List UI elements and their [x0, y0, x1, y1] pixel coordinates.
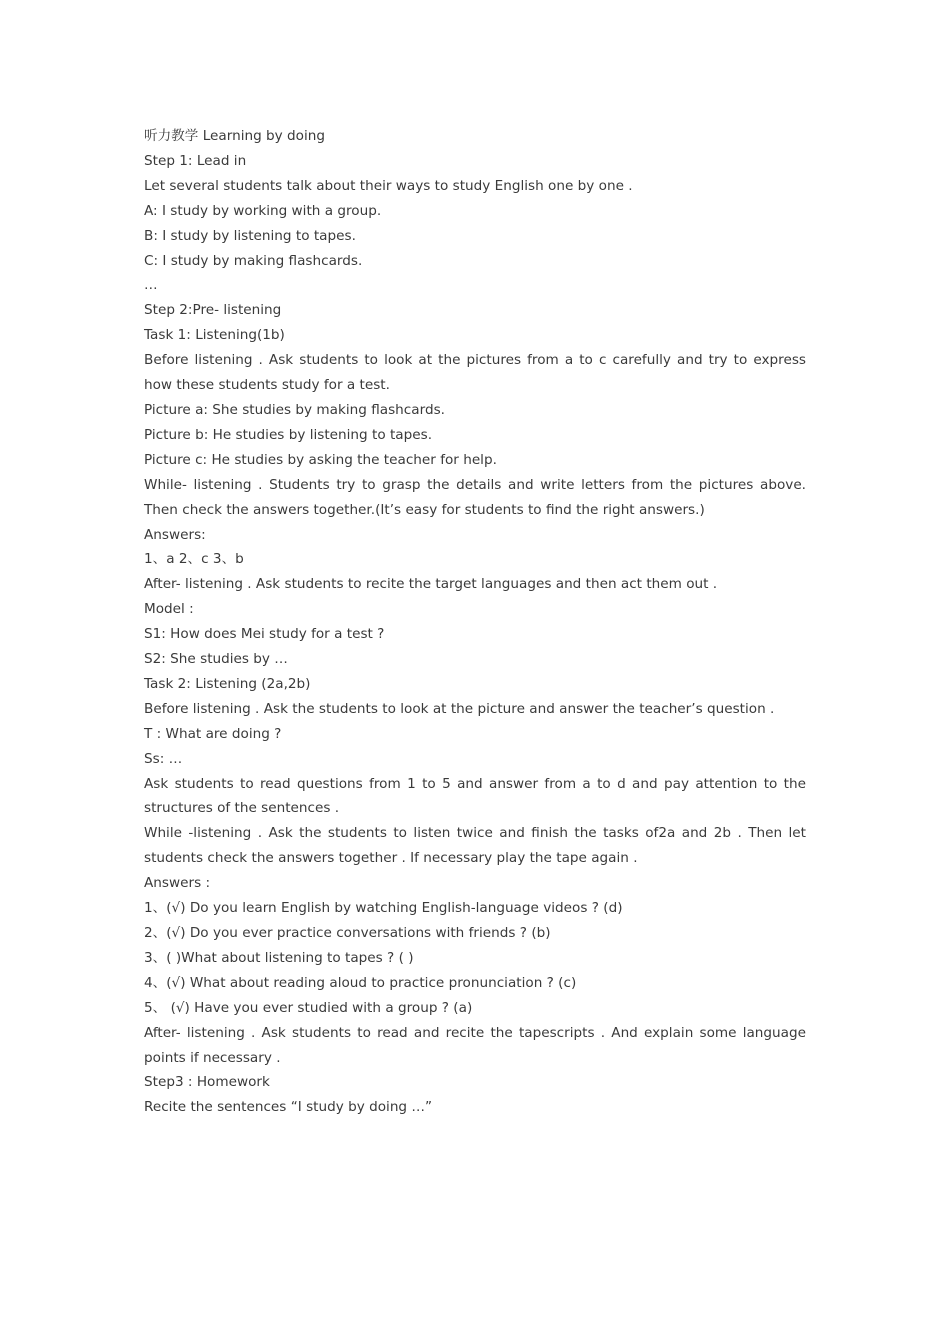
task1-picture-a: Picture a: She studies by making flashcards. [144, 401, 445, 418]
task2-teacher-question: T : What are doing ? [144, 725, 282, 742]
task1-answers-label: Answers: [144, 526, 206, 543]
step1-heading: Step 1: Lead in [144, 152, 247, 169]
task2-before-listening: Before listening . Ask the students to look at the picture and answer the teacher’s question . [144, 700, 775, 717]
task2-while-listening: While -listening . Ask the students to listen twice and finish the tasks of2a and 2b . Then let students check the answers together . If necessary play the tape again . [144, 825, 806, 867]
step1-ellipsis: … [144, 277, 158, 294]
step1-intro: Let several students talk about their ways to study English one by one . [144, 177, 633, 194]
task2-read-questions: Ask students to read questions from 1 to 5 and answer from a to d and pay attention to the structures of the sentences . [144, 775, 806, 817]
document-body [144, 124, 806, 1120]
step3-homework: Recite the sentences “I study by doing …” [144, 1099, 433, 1116]
task1-before-listening: Before listening . Ask students to look at the pictures from a to c carefully and try to express how these students study for a test. [144, 352, 806, 394]
task2-answer-3: 3、( )What about listening to tapes ? ( ) [144, 949, 414, 966]
step1-line-c: C: I study by making flashcards. [144, 252, 363, 269]
task1-picture-c: Picture c: He studies by asking the teacher for help. [144, 451, 497, 468]
model-s1: S1: How does Mei study for a test ? [144, 626, 385, 643]
model-label: Model : [144, 601, 194, 618]
step1-line-a: A: I study by working with a group. [144, 202, 382, 219]
document-title: 听力教学 Learning by doing [144, 128, 325, 144]
task1-answers: 1、a 2、c 3、b [144, 551, 244, 568]
model-s2: S2: She studies by … [144, 651, 288, 668]
task1-while-listening: While- listening . Students try to grasp the details and write letters from the pictures above. Then check the answers together.(It’s easy for students to find the right answers.) [144, 476, 806, 518]
task2-answer-1: 1、(√) Do you learn English by watching English-language videos ? (d) [144, 900, 623, 917]
task2-answers-label: Answers : [144, 875, 211, 892]
task1-picture-b: Picture b: He studies by listening to tapes. [144, 426, 433, 443]
step2-heading: Step 2:Pre- listening [144, 302, 282, 319]
task2-answer-2: 2、(√) Do you ever practice conversations with friends ? (b) [144, 925, 551, 941]
task2-answer-4: 4、(√) What about reading aloud to practice pronunciation ? (c) [144, 974, 577, 991]
task2-after-listening: After- listening . Ask students to read and recite the tapescripts . And explain some language points if necessary . [144, 1024, 806, 1066]
step1-line-b: B: I study by listening to tapes. [144, 227, 356, 244]
task1-heading: Task 1: Listening(1b) [144, 327, 285, 344]
task2-answer-5: 5、 (√) Have you ever studied with a group ? (a) [144, 999, 473, 1016]
task1-after-listening: After- listening . Ask students to recite the target languages and then act them out . [144, 576, 718, 593]
task2-students-reply: Ss: … [144, 750, 183, 767]
task2-heading: Task 2: Listening (2a,2b) [144, 675, 311, 692]
step3-heading: Step3 : Homework [144, 1074, 270, 1091]
